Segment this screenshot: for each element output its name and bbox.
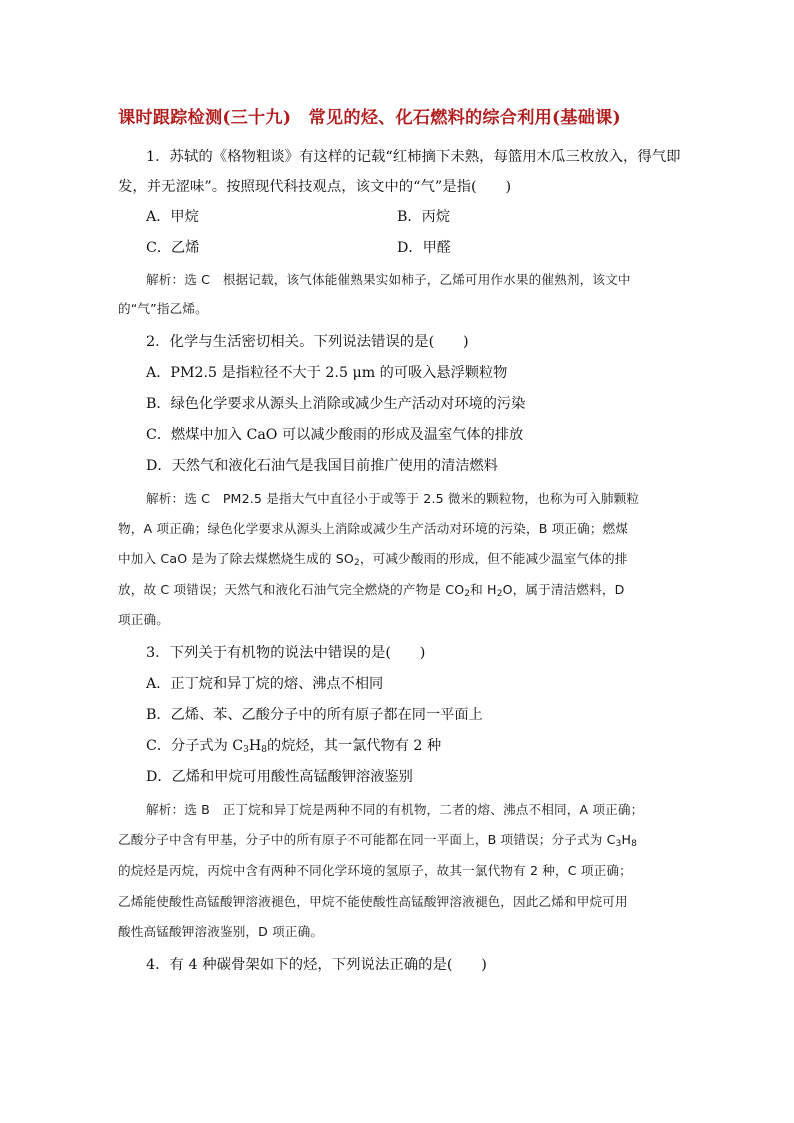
question-1-stem-line-2: 发，并无涩味”。按照现代科技观点，该文中的“气”是指( ) (118, 179, 512, 195)
question-1-option-c: C．乙烯 (146, 240, 200, 256)
text-run: 和 H (470, 582, 497, 597)
question-4-stem: 4．有 4 种碳骨架如下的烃，下列说法正确的是( ) (146, 957, 487, 973)
question-1-explanation-line-2: 的“气”指乙烯。 (118, 301, 208, 316)
subscript: 3 (615, 839, 622, 849)
subscript: 2 (464, 589, 471, 599)
text-run: O，属于清洁燃料，D (502, 582, 625, 597)
question-2-option-b: B．绿色化学要求从源头上消除或减少生产活动对环境的污染 (146, 396, 526, 412)
text-run: 乙酸分子中含有甲基，分子中的所有原子不可能都在同一平面上，B 项错误；分子式为 C (118, 832, 616, 847)
question-2-explanation-line-2: 物，A 项正确；绿色化学要求从源头上消除或减少生产活动对环境的污染，B 项正确；燃煤 (118, 521, 629, 536)
question-2-option-a: A．PM2.5 是指粒径不大于 2.5 μm 的可吸入悬浮颗粒物 (146, 365, 508, 381)
question-3-option-c (146, 736, 441, 756)
page-title: 课时跟踪检测(三十九) 常见的烃、化石燃料的综合利用(基础课) (118, 108, 621, 128)
text-run: 的烷烃，其一氯代物有 2 种 (267, 738, 442, 754)
text-run: 放，故 C 项错误；天然气和液化石油气完全燃烧的产物是 CO (118, 582, 465, 597)
question-3-explanation-line-2 (118, 830, 637, 850)
question-2-explanation-line-5: 项正确。 (118, 612, 169, 627)
subscript: 8 (631, 839, 637, 849)
question-2-explanation-line-4 (118, 580, 624, 600)
text-run: 中加入 CaO 是为了除去煤燃烧生成的 SO (118, 551, 354, 566)
text-run: C．分子式为 C (146, 738, 244, 754)
question-2-explanation-line-3 (118, 549, 627, 569)
question-2-option-c: C．燃煤中加入 CaO 可以减少酸雨的形成及温室气体的排放 (146, 427, 524, 443)
question-2-explanation-line-1: 解析：选 C PM2.5 是指大气中直径小于或等于 2.5 微米的颗粒物，也称为可入肺颗粒 (146, 491, 640, 506)
question-3-option-b: B．乙烯、苯、乙酸分子中的所有原子都在同一平面上 (146, 707, 483, 723)
question-3-explanation-line-1: 解析：选 B 正丁烷和异丁烷是两种不同的有机物，二者的熔、沸点不相同，A 项正确； (146, 802, 644, 817)
question-3-explanation-line-3: 的烷烃是丙烷，丙烷中含有两种不同化学环境的氢原子，故其一氯代物有 2 种，C 项正确； (118, 863, 632, 878)
question-3-explanation-line-4: 乙烯能使酸性高锰酸钾溶液褪色，甲烷不能使酸性高锰酸钾溶液褪色，因此乙烯和甲烷可用 (118, 894, 628, 909)
subscript: 8 (261, 745, 268, 755)
question-3-option-d: D．乙烯和甲烷可用酸性高锰酸钾溶液鉴别 (146, 769, 413, 785)
question-3-explanation-line-5: 酸性高锰酸钾溶液鉴别，D 项正确。 (118, 924, 324, 939)
question-2-option-d: D．天然气和液化石油气是我国目前推广使用的清洁燃料 (146, 458, 498, 474)
question-1-explanation-line-1: 解析：选 C 根据记载，该气体能催熟果实如柿子，乙烯可用作水果的催熟剂，该文中 (146, 272, 631, 287)
question-2-stem: 2．化学与生活密切相关。下列说法错误的是( ) (146, 334, 469, 350)
text-run: ，可减少酸雨的形成，但不能减少温室气体的排 (359, 551, 628, 566)
question-1-option-d: D．甲醛 (397, 240, 451, 256)
text-run: H (621, 832, 632, 847)
question-1-option-a: A．甲烷 (146, 209, 199, 225)
subscript: 2 (353, 558, 360, 568)
subscript: 3 (243, 745, 249, 755)
question-3-stem: 3．下列关于有机物的说法中错误的是( ) (146, 645, 426, 661)
question-1-stem-line-1: 1．苏轼的《格物粗谈》有这样的记载“红柿摘下未熟，每篮用木瓜三枚放入，得气即 (146, 149, 681, 165)
subscript: 2 (496, 589, 503, 599)
text-run: H (248, 738, 262, 754)
question-3-option-a: A．正丁烷和异丁烷的熔、沸点不相同 (146, 676, 384, 692)
question-1-option-b: B．丙烷 (397, 209, 450, 225)
